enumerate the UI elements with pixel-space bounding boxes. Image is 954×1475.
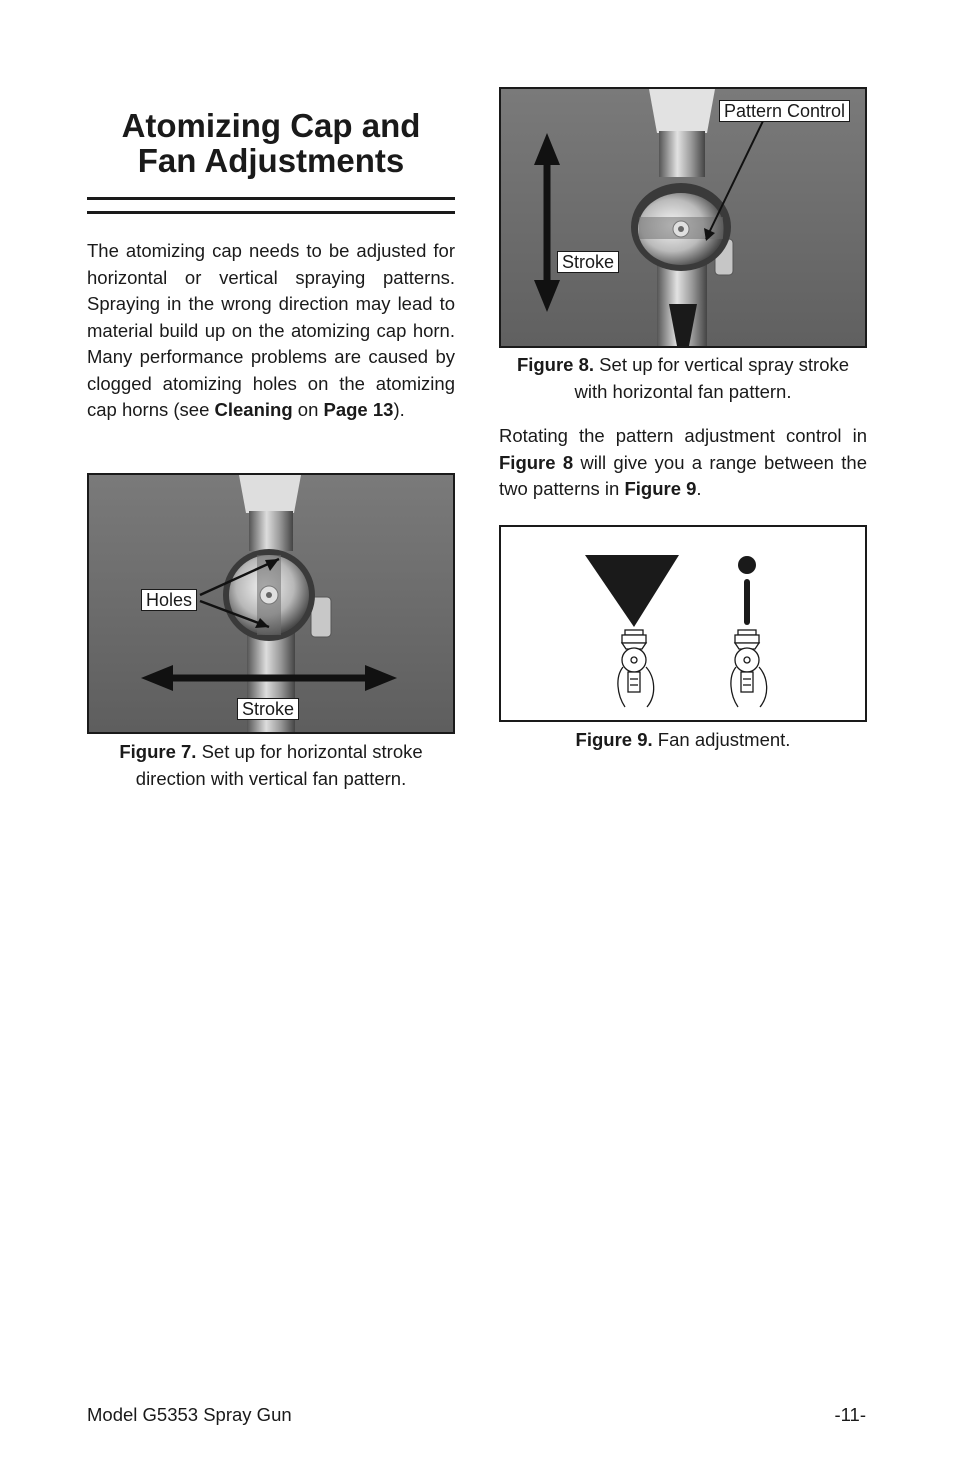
figure-8-pattern-control-label: Pattern Control: [719, 100, 850, 122]
cleaning-reference: Cleaning: [214, 399, 293, 420]
figure-7-caption: Figure 7. Set up for horizontal stroke direction with vertical fan pattern.: [119, 741, 423, 789]
figure-9-diagram: [499, 525, 867, 722]
page-reference: Page 13: [323, 399, 394, 420]
spray-gun-hand-icon-right: [731, 630, 767, 707]
page-title-line2: Fan Adjustments: [137, 142, 405, 179]
figure-8-caption: Figure 8. Set up for vertical spray stroke with horizontal fan pattern.: [516, 354, 850, 402]
title-rule-top: [87, 197, 455, 200]
horizontal-fan-pattern-line-icon: [744, 579, 750, 625]
footer-page-number: -11-: [834, 1404, 866, 1425]
figure-8-stroke-label: Stroke: [557, 251, 619, 273]
intro-paragraph: The atomizing cap needs to be adjusted for horizontal or vertical spraying patterns. Spraying in the wrong direction may lead to material build up on the atomizing cap horn. Many performance problems are caused by clogged atomizing holes on the atomizing cap horns (see Cleaning on Page 13).: [87, 240, 455, 420]
footer-model: Model G5353 Spray Gun: [87, 1404, 292, 1425]
figure-8-photo: [499, 87, 867, 348]
title-rule-bottom: [87, 211, 455, 214]
figure-8-reference: Figure 8: [499, 451, 574, 473]
rotating-paragraph: Rotating the pattern adjustment control in Figure 8 will give you a range between the two patterns in Figure 9.: [499, 425, 867, 499]
figure-9-caption: Figure 9. Fan adjustment.: [575, 729, 791, 750]
page-title-line1: Atomizing Cap and: [121, 107, 421, 144]
figure-7-stroke-label: Stroke: [237, 698, 299, 720]
figure-9-reference: Figure 9: [624, 478, 697, 499]
page-title: [87, 108, 455, 178]
horizontal-fan-pattern-dot-icon: [738, 556, 756, 574]
figure-7-holes-label: Holes: [141, 589, 197, 611]
spray-gun-hand-icon-left: [618, 630, 654, 707]
vertical-fan-pattern-icon: [585, 555, 679, 627]
